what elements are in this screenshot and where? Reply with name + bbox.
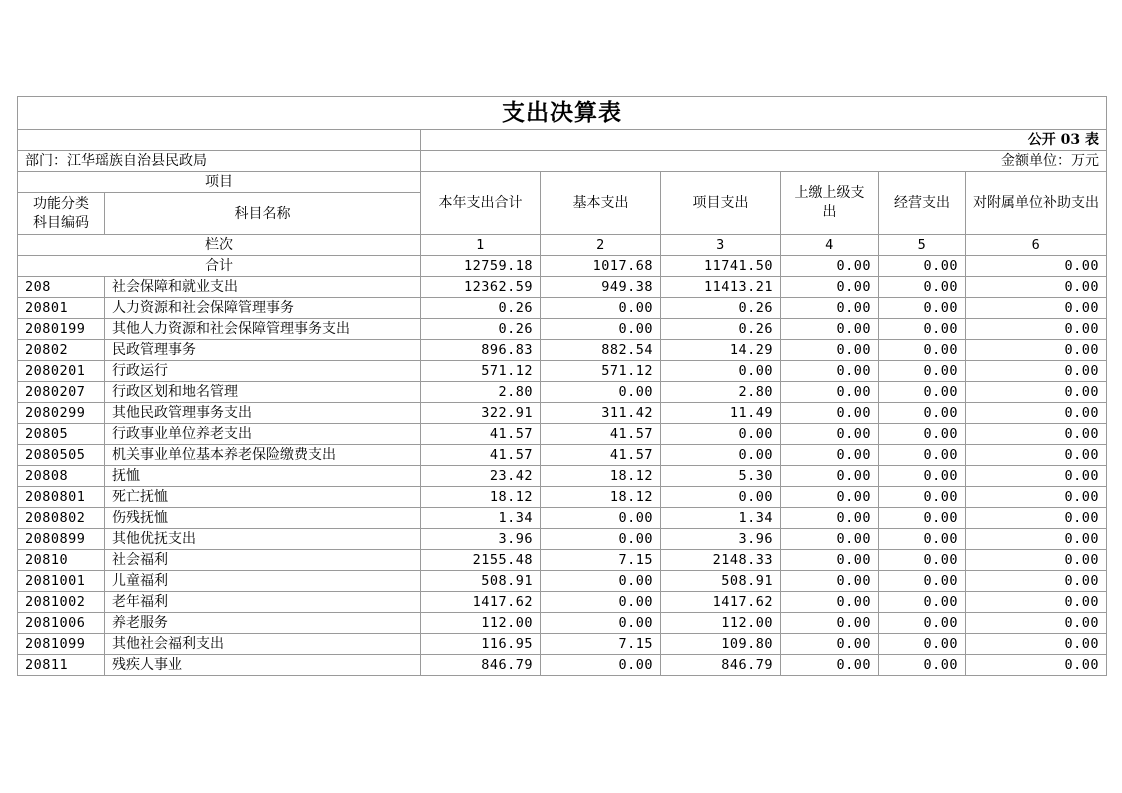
totals-row xyxy=(18,256,1107,277)
func-code-cell: 2080201 xyxy=(18,361,105,382)
amount-cell: 0.00 xyxy=(966,529,1107,550)
amount-cell: 0.00 xyxy=(781,340,879,361)
total-value: 0.00 xyxy=(781,256,879,277)
amount-cell: 0.00 xyxy=(781,403,879,424)
amount-cell: 0.00 xyxy=(541,382,661,403)
subject-name-cell: 残疾人事业 xyxy=(105,655,421,676)
amount-cell: 0.00 xyxy=(879,592,966,613)
amount-cell: 0.00 xyxy=(541,571,661,592)
amount-cell: 2.80 xyxy=(421,382,541,403)
table-row xyxy=(18,655,1107,676)
amount-cell: 508.91 xyxy=(421,571,541,592)
subject-name-cell: 其他社会福利支出 xyxy=(105,634,421,655)
amount-cell: 896.83 xyxy=(421,340,541,361)
total-value: 1017.68 xyxy=(541,256,661,277)
table-row xyxy=(18,298,1107,319)
table-row xyxy=(18,613,1107,634)
amount-cell: 846.79 xyxy=(421,655,541,676)
amount-cell: 0.00 xyxy=(966,613,1107,634)
func-code-cell: 20808 xyxy=(18,466,105,487)
table-row xyxy=(18,319,1107,340)
amount-cell: 0.00 xyxy=(966,382,1107,403)
col-num: 6 xyxy=(966,235,1107,256)
subject-name-cell: 社会保障和就业支出 xyxy=(105,277,421,298)
amount-cell: 41.57 xyxy=(421,445,541,466)
amount-cell: 0.00 xyxy=(781,361,879,382)
func-code-cell: 20805 xyxy=(18,424,105,445)
amount-cell: 0.00 xyxy=(879,508,966,529)
blank-cell xyxy=(18,130,421,151)
func-code-cell: 2081002 xyxy=(18,592,105,613)
amount-cell: 0.00 xyxy=(879,550,966,571)
amount-cell: 11413.21 xyxy=(661,277,781,298)
func-code-cell: 2081001 xyxy=(18,571,105,592)
amount-cell: 7.15 xyxy=(541,634,661,655)
expenditure-table xyxy=(17,96,1107,676)
table-row xyxy=(18,634,1107,655)
amount-cell: 0.00 xyxy=(879,319,966,340)
total-value: 12759.18 xyxy=(421,256,541,277)
amount-cell: 0.00 xyxy=(541,613,661,634)
header-subsidy: 对附属单位补助支出 xyxy=(966,172,1107,235)
func-code-cell: 20810 xyxy=(18,550,105,571)
amount-cell: 0.00 xyxy=(781,487,879,508)
header-subject-name: 科目名称 xyxy=(105,193,421,235)
func-code-cell: 2080802 xyxy=(18,508,105,529)
subject-name-cell: 其他人力资源和社会保障管理事务支出 xyxy=(105,319,421,340)
amount-unit: 金额单位：万元 xyxy=(421,151,1107,172)
total-value: 0.00 xyxy=(966,256,1107,277)
table-row xyxy=(18,487,1107,508)
amount-cell: 7.15 xyxy=(541,550,661,571)
amount-cell: 0.00 xyxy=(966,361,1107,382)
amount-cell: 0.00 xyxy=(879,445,966,466)
amount-cell: 0.00 xyxy=(781,592,879,613)
func-code-cell: 2080207 xyxy=(18,382,105,403)
amount-cell: 322.91 xyxy=(421,403,541,424)
header-project: 项目支出 xyxy=(661,172,781,235)
amount-cell: 0.00 xyxy=(879,340,966,361)
amount-cell: 0.26 xyxy=(661,319,781,340)
amount-cell: 0.00 xyxy=(781,277,879,298)
amount-cell: 0.26 xyxy=(661,298,781,319)
amount-cell: 0.26 xyxy=(421,319,541,340)
amount-cell: 0.00 xyxy=(966,445,1107,466)
subject-name-cell: 老年福利 xyxy=(105,592,421,613)
amount-cell: 0.00 xyxy=(541,592,661,613)
amount-cell: 0.00 xyxy=(879,655,966,676)
amount-cell: 0.00 xyxy=(966,655,1107,676)
amount-cell: 0.00 xyxy=(966,550,1107,571)
table-row xyxy=(18,571,1107,592)
col-num: 5 xyxy=(879,235,966,256)
func-code-cell: 2080505 xyxy=(18,445,105,466)
amount-cell: 0.00 xyxy=(661,424,781,445)
amount-cell: 0.00 xyxy=(879,571,966,592)
amount-cell: 0.00 xyxy=(966,592,1107,613)
amount-cell: 0.00 xyxy=(879,424,966,445)
subject-name-cell: 儿童福利 xyxy=(105,571,421,592)
header-lanci: 栏次 xyxy=(18,235,421,256)
department-name: 部门：江华瑶族自治县民政局 xyxy=(18,151,421,172)
subject-name-cell: 行政事业单位养老支出 xyxy=(105,424,421,445)
amount-cell: 846.79 xyxy=(661,655,781,676)
amount-cell: 112.00 xyxy=(421,613,541,634)
table-row xyxy=(18,466,1107,487)
amount-cell: 0.00 xyxy=(781,655,879,676)
total-value: 0.00 xyxy=(879,256,966,277)
amount-cell: 2.80 xyxy=(661,382,781,403)
amount-cell: 41.57 xyxy=(421,424,541,445)
table-row xyxy=(18,424,1107,445)
amount-cell: 0.00 xyxy=(966,424,1107,445)
subject-name-cell: 人力资源和社会保障管理事务 xyxy=(105,298,421,319)
func-code-cell: 2080199 xyxy=(18,319,105,340)
amount-cell: 0.00 xyxy=(541,508,661,529)
amount-cell: 0.00 xyxy=(541,655,661,676)
amount-cell: 1417.62 xyxy=(421,592,541,613)
subject-name-cell: 行政区划和地名管理 xyxy=(105,382,421,403)
amount-cell: 0.00 xyxy=(966,466,1107,487)
amount-cell: 0.00 xyxy=(781,508,879,529)
amount-cell: 0.00 xyxy=(966,277,1107,298)
amount-cell: 0.00 xyxy=(879,361,966,382)
amount-cell: 116.95 xyxy=(421,634,541,655)
amount-cell: 1.34 xyxy=(661,508,781,529)
amount-cell: 0.00 xyxy=(879,382,966,403)
amount-cell: 0.00 xyxy=(781,445,879,466)
amount-cell: 0.00 xyxy=(966,571,1107,592)
amount-cell: 0.00 xyxy=(541,319,661,340)
amount-cell: 12362.59 xyxy=(421,277,541,298)
subject-name-cell: 伤残抚恤 xyxy=(105,508,421,529)
subject-name-cell: 民政管理事务 xyxy=(105,340,421,361)
amount-cell: 3.96 xyxy=(661,529,781,550)
func-code-cell: 20811 xyxy=(18,655,105,676)
total-value: 11741.50 xyxy=(661,256,781,277)
col-num: 2 xyxy=(541,235,661,256)
amount-cell: 109.80 xyxy=(661,634,781,655)
header-business: 经营支出 xyxy=(879,172,966,235)
header-item: 项目 xyxy=(18,172,421,193)
func-code-cell: 2080801 xyxy=(18,487,105,508)
amount-cell: 0.00 xyxy=(781,298,879,319)
amount-cell: 41.57 xyxy=(541,445,661,466)
amount-cell: 41.57 xyxy=(541,424,661,445)
amount-cell: 0.00 xyxy=(781,424,879,445)
amount-cell: 0.00 xyxy=(879,613,966,634)
subject-name-cell: 其他民政管理事务支出 xyxy=(105,403,421,424)
amount-cell: 0.00 xyxy=(781,382,879,403)
amount-cell: 882.54 xyxy=(541,340,661,361)
func-code-cell: 20802 xyxy=(18,340,105,361)
amount-cell: 0.00 xyxy=(781,466,879,487)
amount-cell: 0.00 xyxy=(966,403,1107,424)
amount-cell: 0.00 xyxy=(781,550,879,571)
amount-cell: 11.49 xyxy=(661,403,781,424)
amount-cell: 23.42 xyxy=(421,466,541,487)
amount-cell: 112.00 xyxy=(661,613,781,634)
amount-cell: 1417.62 xyxy=(661,592,781,613)
col-num: 4 xyxy=(781,235,879,256)
amount-cell: 0.00 xyxy=(879,298,966,319)
amount-cell: 0.00 xyxy=(781,529,879,550)
amount-cell: 571.12 xyxy=(541,361,661,382)
amount-cell: 0.00 xyxy=(541,529,661,550)
amount-cell: 5.30 xyxy=(661,466,781,487)
col-num: 1 xyxy=(421,235,541,256)
report-title: 支出决算表 xyxy=(18,97,1107,130)
amount-cell: 18.12 xyxy=(421,487,541,508)
table-row xyxy=(18,508,1107,529)
amount-cell: 0.00 xyxy=(966,319,1107,340)
subject-name-cell: 死亡抚恤 xyxy=(105,487,421,508)
amount-cell: 0.00 xyxy=(966,340,1107,361)
amount-cell: 0.00 xyxy=(781,319,879,340)
amount-cell: 0.00 xyxy=(661,445,781,466)
amount-cell: 0.00 xyxy=(781,571,879,592)
amount-cell: 2148.33 xyxy=(661,550,781,571)
table-row xyxy=(18,445,1107,466)
table-row xyxy=(18,592,1107,613)
amount-cell: 0.00 xyxy=(966,634,1107,655)
amount-cell: 0.00 xyxy=(879,634,966,655)
form-number: 公开 03 表 xyxy=(421,130,1107,151)
table-row xyxy=(18,277,1107,298)
col-num: 3 xyxy=(661,235,781,256)
amount-cell: 0.00 xyxy=(661,361,781,382)
amount-cell: 571.12 xyxy=(421,361,541,382)
amount-cell: 0.00 xyxy=(966,298,1107,319)
amount-cell: 14.29 xyxy=(661,340,781,361)
func-code-cell: 2081006 xyxy=(18,613,105,634)
amount-cell: 0.00 xyxy=(879,277,966,298)
amount-cell: 18.12 xyxy=(541,487,661,508)
amount-cell: 508.91 xyxy=(661,571,781,592)
amount-cell: 0.00 xyxy=(966,508,1107,529)
amount-cell: 0.00 xyxy=(879,466,966,487)
amount-cell: 0.00 xyxy=(781,634,879,655)
amount-cell: 949.38 xyxy=(541,277,661,298)
subject-name-cell: 其他优抚支出 xyxy=(105,529,421,550)
subject-name-cell: 养老服务 xyxy=(105,613,421,634)
totals-label: 合计 xyxy=(18,256,421,277)
amount-cell: 0.00 xyxy=(879,529,966,550)
subject-name-cell: 机关事业单位基本养老保险缴费支出 xyxy=(105,445,421,466)
table-row xyxy=(18,340,1107,361)
amount-cell: 0.00 xyxy=(879,403,966,424)
expenditure-report-sheet xyxy=(17,96,1106,676)
table-row xyxy=(18,361,1107,382)
func-code-cell: 20801 xyxy=(18,298,105,319)
amount-cell: 0.00 xyxy=(879,487,966,508)
header-basic: 基本支出 xyxy=(541,172,661,235)
table-row xyxy=(18,529,1107,550)
amount-cell: 0.00 xyxy=(661,487,781,508)
amount-cell: 0.00 xyxy=(781,613,879,634)
amount-cell: 0.26 xyxy=(421,298,541,319)
func-code-cell: 2081099 xyxy=(18,634,105,655)
header-total: 本年支出合计 xyxy=(421,172,541,235)
table-row xyxy=(18,403,1107,424)
func-code-cell: 208 xyxy=(18,277,105,298)
func-code-cell: 2080299 xyxy=(18,403,105,424)
amount-cell: 0.00 xyxy=(966,487,1107,508)
amount-cell: 18.12 xyxy=(541,466,661,487)
subject-name-cell: 社会福利 xyxy=(105,550,421,571)
header-func-code: 功能分类 科目编码 xyxy=(18,193,105,235)
amount-cell: 1.34 xyxy=(421,508,541,529)
subject-name-cell: 抚恤 xyxy=(105,466,421,487)
subject-name-cell: 行政运行 xyxy=(105,361,421,382)
func-code-cell: 2080899 xyxy=(18,529,105,550)
amount-cell: 3.96 xyxy=(421,529,541,550)
amount-cell: 311.42 xyxy=(541,403,661,424)
table-row xyxy=(18,382,1107,403)
header-upper: 上缴上级支出 xyxy=(781,172,879,235)
table-row xyxy=(18,550,1107,571)
amount-cell: 2155.48 xyxy=(421,550,541,571)
amount-cell: 0.00 xyxy=(541,298,661,319)
